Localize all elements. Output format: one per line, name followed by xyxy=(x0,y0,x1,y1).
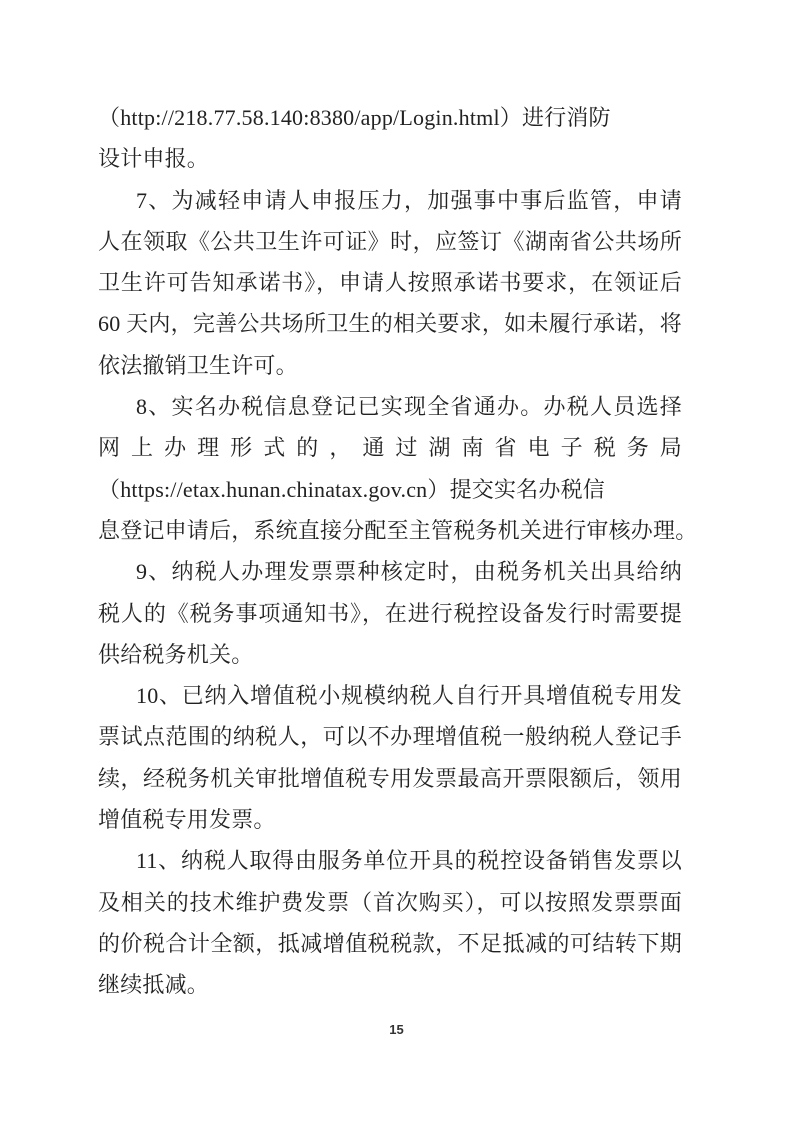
text-line: 11、纳税人取得由服务单位开具的税控设备销售发票以 xyxy=(136,848,682,874)
document-body xyxy=(98,97,698,1006)
text-line: （http://218.77.58.140:8380/app/Login.html）进行消防 xyxy=(98,105,611,130)
text-line: 续，经税务机关审批增值税专用发票最高开票限额后，领用 xyxy=(98,765,682,791)
page-number: 15 xyxy=(389,1022,404,1037)
text-line: 增值税专用发票。 xyxy=(98,807,276,833)
text-line: 网上办理形式的，通过湖南省电子税务局 xyxy=(98,435,682,461)
text-line: 10、已纳入增值税小规模纳税人自行开具增值税专用发 xyxy=(136,683,682,709)
text-line: 的价税合计全额，抵减增值税税款，不足抵减的可结转下期 xyxy=(98,930,682,956)
text-line: （https://etax.hunan.chinatax.gov.cn）提交实名办税信 xyxy=(98,476,605,502)
text-line: 票试点范围的纳税人，可以不办理增值税一般纳税人登记手 xyxy=(98,724,682,750)
text-line: 供给税务机关。 xyxy=(98,641,254,667)
text-line: 人在领取《公共卫生许可证》时，应签订《湖南省公共场所 xyxy=(98,228,682,254)
text-line: 依法撤销卫生许可。 xyxy=(98,352,298,378)
text-line: 60 天内，完善公共场所卫生的相关要求，如未履行承诺，将 xyxy=(98,311,682,337)
text-line: 7、为减轻申请人申报压力，加强事中事后监管，申请 xyxy=(136,187,682,213)
text-line: 息登记申请后，系统直接分配至主管税务机关进行审核办理。 xyxy=(98,517,698,543)
text-line: 8、实名办税信息登记已实现全省通办。办税人员选择 xyxy=(136,394,682,420)
text-line: 卫生许可告知承诺书》，申请人按照承诺书要求，在领证后 xyxy=(98,270,682,296)
text-line: 继续抵减。 xyxy=(98,972,210,998)
text-line: 税人的《税务事项通知书》，在进行税控设备发行时需要提 xyxy=(98,600,682,626)
text-line: 9、纳税人办理发票票种核定时，由税务机关出具给纳 xyxy=(136,559,682,585)
text-line: 设计申报。 xyxy=(98,146,210,172)
text-line: 及相关的技术维护费发票（首次购买），可以按照发票票面 xyxy=(98,889,682,915)
